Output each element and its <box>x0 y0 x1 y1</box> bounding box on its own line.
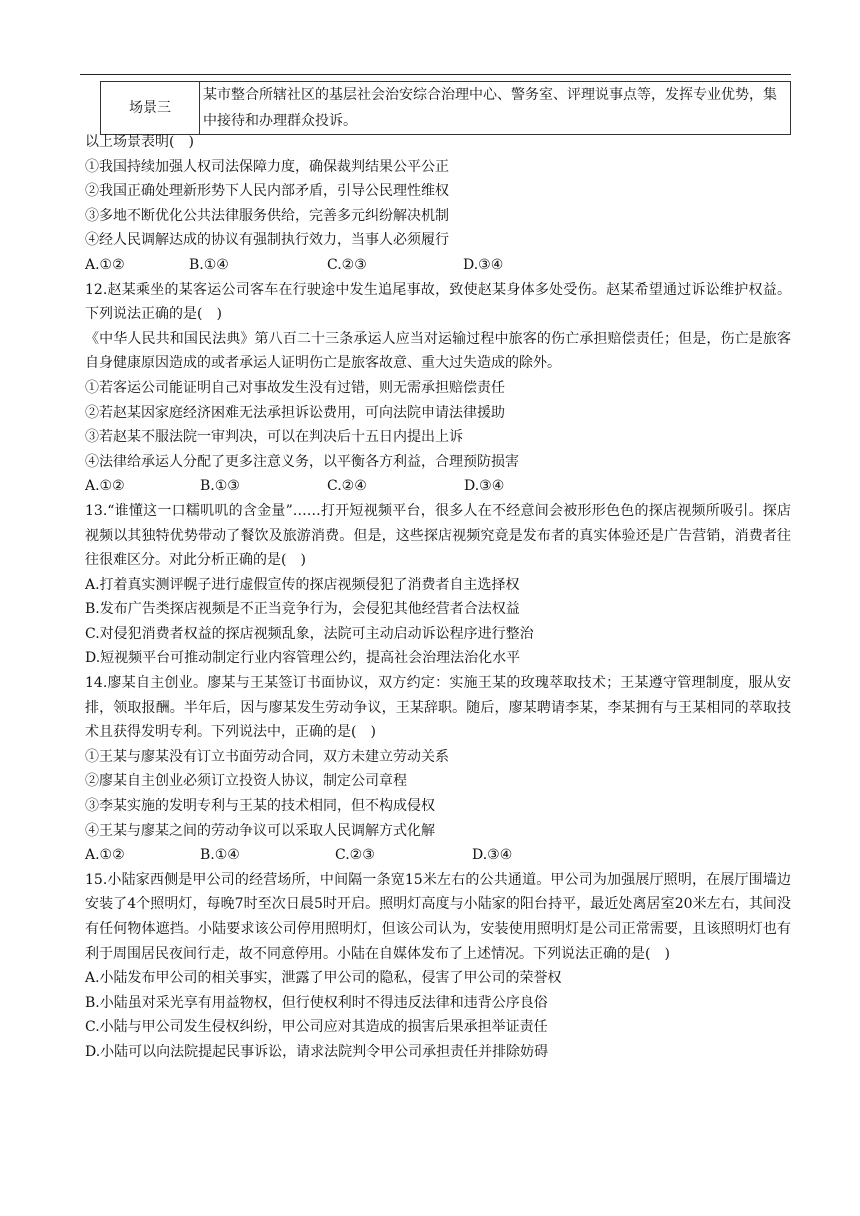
q15-option-c: C.小陆与甲公司发生侵权纠纷，甲公司应对其造成的损害后果承担举证责任 <box>85 1019 548 1036</box>
q13-stem: 13.“谁懂这一口糯叽叽的含金量”……打开短视频平台，很多人在不经意间会被形形色色的探店视频所吸引。探店视频以其独特优势带动了餐饮及旅游消费。但是，这些探店视频究竟是发布者的真实体验还是广告营销，消费者往往很难区分。对此分析正确的是( ) <box>85 502 791 569</box>
q11-item-1: ①我国持续加强人权司法保障力度，确保裁判结果公平公正 <box>85 158 449 175</box>
q11-stem: 以上场景表明( ) <box>85 134 194 150</box>
q14-item-3: ③李某实施的发明专利与王某的技术相同，但不构成侵权 <box>85 798 435 815</box>
q11-item-3: ③多地不断优化公共法律服务供给，完善多元纠纷解决机制 <box>85 207 449 224</box>
q14-option-d: D.③④ <box>472 847 513 864</box>
scene-row-3 <box>101 82 791 135</box>
q14-option-a: A.①② <box>85 847 125 864</box>
q12-option-b: B.①③ <box>200 478 240 495</box>
q14-options <box>85 843 791 868</box>
q12-item-3: ③若赵某不服法院一审判决，可以在判决后十五日内提出上诉 <box>85 429 463 446</box>
q12-item-2: ②若赵某因家庭经济困难无法承担诉讼费用，可向法院申请法律援助 <box>85 404 505 421</box>
q11-option-b: B.①④ <box>189 256 229 273</box>
q12-option-a: A.①② <box>85 478 125 495</box>
q15-option-d: D.小陆可以向法院提起民事诉讼，请求法院判令甲公司承担责任并排除妨碍 <box>85 1043 549 1060</box>
q12-item-4: ④法律给承运人分配了更多注意义务，以平衡各方利益，合理预防损害 <box>85 453 519 470</box>
q11-item-4: ④经人民调解达成的协议有强制执行效力，当事人必须履行 <box>85 232 449 249</box>
q13-option-a: A.打着真实测评幌子进行虚假宣传的探店视频侵犯了消费者自主选择权 <box>85 576 520 593</box>
q11-option-c: C.②③ <box>327 256 367 273</box>
q12-item-1: ①若客运公司能证明自己对事故发生没有过错，则无需承担赔偿责任 <box>85 379 505 396</box>
q15-stem: 15.小陆家西侧是甲公司的经营场所，中间隔一条宽15米左右的公共通道。甲公司为加强展厅照明，在展厅围墙边安装了4个照明灯，每晚7时至次日晨5时开启。照明灯高度与小陆家的阳台持平，最近处离居室20米左右，其间没有任何物体遮挡。小陆要求该公司停用照明灯，但该公司认为，安装使用照明灯是公司正常需要，且该照明灯也有利于周围居民夜间行走，故不同意停用。小陆在自媒体发布了上述情况。下列说法正确的是( ) <box>85 871 791 962</box>
q12-stem: 12.赵某乘坐的某客运公司客车在行驶途中发生追尾事故，致使赵某身体多处受伤。赵某希望通过诉讼维护权益。下列说法正确的是( ) <box>85 281 791 323</box>
q15-option-b: B.小陆虽对采光享有用益物权，但行使权利时不得违反法律和违背公序良俗 <box>85 994 548 1011</box>
q14-item-4: ④王某与廖某之间的劳动争议可以采取人民调解方式化解 <box>85 822 435 839</box>
header-rule <box>80 74 791 75</box>
q12-law-excerpt: 《中华人民共和国民法典》第八百二十三条承运人应当对运输过程中旅客的伤亡承担赔偿责任；但是，伤亡是旅客自身健康原因造成的或者承运人证明伤亡是旅客故意、重大过失造成的除外。 <box>85 330 791 372</box>
q12-option-d: D.③④ <box>464 478 505 495</box>
q14-stem: 14.廖某自主创业。廖某与王某签订书面协议，双方约定：实施王某的玫瑰萃取技术；王某遵守管理制度，服从安排，领取报酬。半年后，因与廖某发生劳动争议，王某辞职。随后，廖某聘请李某，李某拥有与王某相同的萃取技术且获得发明专利。下列说法中，正确的是( ) <box>85 675 791 741</box>
q15-option-a: A.小陆发布甲公司的相关事实，泄露了甲公司的隐私，侵害了甲公司的荣誉权 <box>85 970 562 987</box>
q14-option-b: B.①④ <box>200 847 240 864</box>
scene-table <box>100 81 791 135</box>
q13-option-c: C.对侵犯消费者权益的探店视频乱象，法院可主动启动诉讼程序进行整治 <box>85 625 534 642</box>
scene-label: 场景三 <box>101 82 200 135</box>
question-body <box>85 130 791 1065</box>
q12-option-c: C.②④ <box>327 478 367 495</box>
q14-option-c: C.②③ <box>335 847 375 864</box>
q11-option-a: A.①② <box>85 256 125 273</box>
q11-option-d: D.③④ <box>463 256 504 273</box>
q13-option-b: B.发布广告类探店视频是不正当竞争行为，会侵犯其他经营者合法权益 <box>85 601 520 618</box>
q13-option-d: D.短视频平台可推动制定行业内容管理公约，提高社会治理法治化水平 <box>85 650 521 667</box>
q14-item-2: ②廖某自主创业必须订立投资人协议，制定公司章程 <box>85 773 407 790</box>
q11-item-2: ②我国正确处理新形势下人民内部矛盾，引导公民理性维权 <box>85 183 449 200</box>
q12-options <box>85 474 791 499</box>
q14-item-1: ①王某与廖某没有订立书面劳动合同，双方未建立劳动关系 <box>85 748 449 765</box>
scene-content: 某市整合所辖社区的基层社会治安综合治理中心、警务室、评理说事点等，发挥专业优势，集中接待和办理群众投诉。 <box>200 82 791 135</box>
q11-options <box>85 253 791 278</box>
